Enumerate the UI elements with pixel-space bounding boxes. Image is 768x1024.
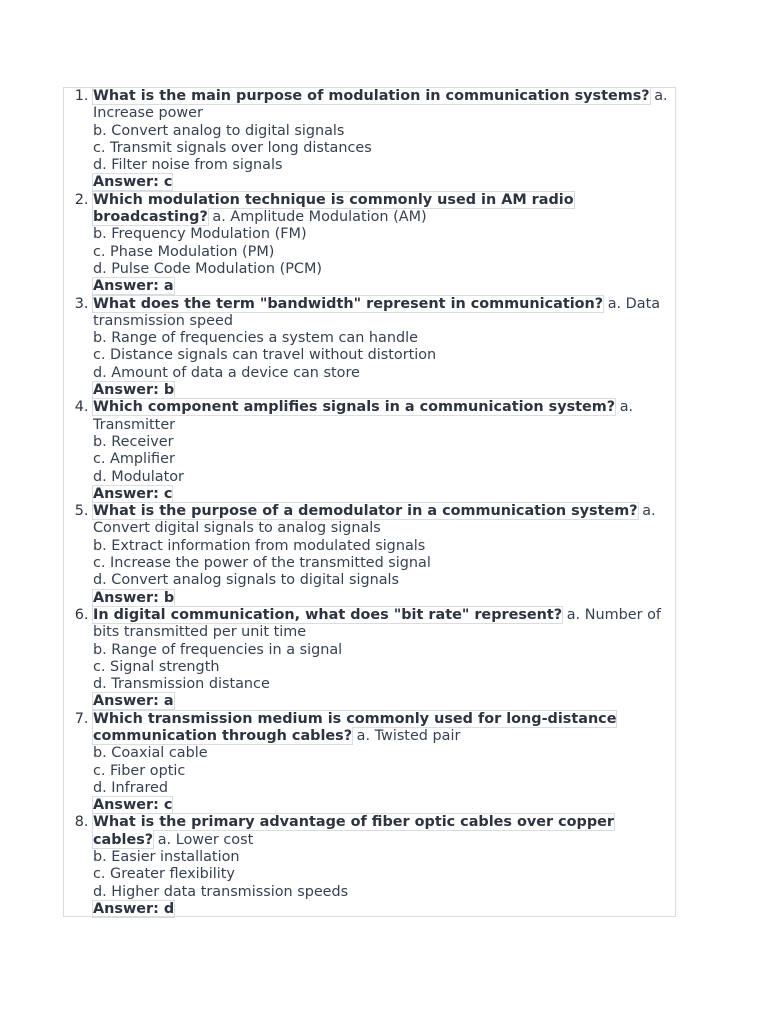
option-a: a. Data transmission speed (93, 295, 661, 329)
option-a: a. Convert digital signals to analog signals (93, 503, 656, 537)
option-a: a. Lower cost (157, 831, 254, 848)
option-c: c. Phase Modulation (PM) (93, 243, 275, 260)
question-text: What is the primary advantage of fiber optic cables over copper cables? (93, 814, 615, 848)
option-a: a. Twisted pair (356, 727, 461, 744)
question-text: What is the purpose of a demodulator in a communication system? (93, 503, 638, 520)
option-d: d. Filter noise from signals (93, 157, 283, 174)
quiz-container (63, 87, 676, 917)
question-text: What is the main purpose of modulation in communication systems? (93, 88, 650, 104)
option-d: d. Amount of data a device can store (93, 364, 360, 381)
answer-label: Answer: a (93, 278, 174, 295)
option-c: c. Signal strength (93, 658, 220, 675)
option-d: d. Transmission distance (93, 676, 270, 693)
answer-label: Answer: a (93, 693, 174, 710)
option-b: b. Range of frequencies in a signal (93, 641, 343, 658)
question-item-5 (93, 503, 675, 607)
answer-label: Answer: c (93, 174, 173, 191)
option-c: c. Fiber optic (93, 762, 186, 779)
question-text: Which modulation technique is commonly used in AM radio broadcasting? (93, 191, 574, 226)
option-c: c. Increase the power of the transmitted signal (93, 555, 431, 572)
option-b: b. Range of frequencies a system can handle (93, 330, 418, 347)
question-list (64, 88, 675, 918)
question-item-1 (93, 88, 675, 192)
option-a: a. Amplitude Modulation (AM) (212, 209, 427, 226)
option-c: c. Amplifier (93, 451, 175, 468)
option-d: d. Convert analog signals to digital signals (93, 572, 400, 589)
question-item-2 (93, 192, 675, 296)
option-d: d. Modulator (93, 468, 184, 485)
answer-label: Answer: c (93, 797, 173, 814)
option-b: b. Frequency Modulation (FM) (93, 226, 307, 243)
option-a: a. Increase power (93, 88, 668, 122)
option-b: b. Coaxial cable (93, 745, 208, 762)
question-item-8 (93, 814, 675, 918)
question-item-6 (93, 607, 675, 711)
question-item-7 (93, 711, 675, 815)
question-text: What does the term "bandwidth" represent in communication? (93, 295, 604, 312)
answer-label: Answer: d (93, 900, 175, 917)
question-text: Which transmission medium is commonly used for long-distance communication through cables? (93, 710, 617, 744)
option-d: d. Higher data transmission speeds (93, 883, 349, 900)
question-text: Which component amplifies signals in a communication system? (93, 399, 616, 416)
option-a: a. Transmitter (93, 399, 634, 433)
answer-label: Answer: c (93, 485, 173, 502)
option-b: b. Convert analog to digital signals (93, 122, 345, 139)
question-item-3 (93, 296, 675, 400)
option-c: c. Greater flexibility (93, 866, 235, 883)
question-item-4 (93, 399, 675, 503)
option-c: c. Transmit signals over long distances (93, 139, 372, 156)
option-c: c. Distance signals can travel without distortion (93, 347, 437, 364)
answer-label: Answer: b (93, 589, 175, 606)
answer-label: Answer: b (93, 382, 175, 399)
option-d: d. Infrared (93, 779, 169, 796)
option-b: b. Receiver (93, 433, 174, 450)
option-b: b. Easier installation (93, 849, 240, 866)
option-d: d. Pulse Code Modulation (PCM) (93, 260, 322, 277)
option-a: a. Number of bits transmitted per unit time (93, 606, 661, 641)
option-b: b. Extract information from modulated signals (93, 537, 426, 554)
question-text: In digital communication, what does "bit rate" represent? (93, 606, 563, 623)
